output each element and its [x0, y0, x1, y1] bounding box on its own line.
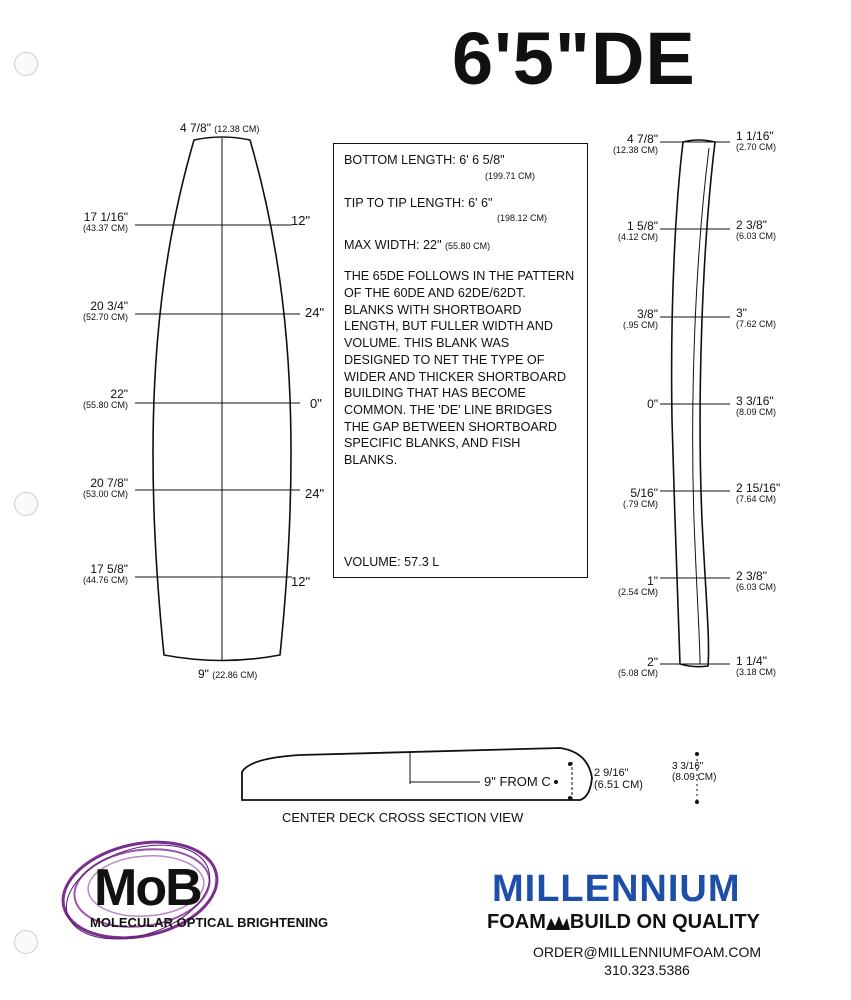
foam-word: FOAM [487, 911, 546, 933]
profile-rocker-label-1: 4 7/8" (12.38 CM) [612, 132, 658, 155]
tip-to-tip-cm: (198.12 CM) [496, 213, 547, 224]
cross-dot-offset [554, 780, 558, 784]
profile-rocker-label-2: 1 5/8" (4.12 CM) [617, 219, 658, 242]
specs-box [333, 143, 588, 578]
profile-thick-label-7: 1 1/4" (3.18 CM) [736, 654, 777, 677]
outline-width-label-5: 17 5/8" (44.76 CM) [82, 562, 128, 585]
description: THE 65DE FOLLOWS IN THE PATTERN OF THE 60DE AND 62DE/62DT. BLANKS WITH SHORTBOARD LENGTH, BUT FULLER WIDTH AND VOLUME. THIS BLANK WAS DESIGNED TO NET THE TYPE OF WIDER AND THICKER SHORTBOARD BUILDING THAT HAS BECOME COMMON. THE 'DE' LINE BRIDGES THE GAP BETWEEN SHORTBOARD SPECIFIC BLANKS, AND FISH BLANKS. [344, 269, 575, 468]
profile-thick-label-1: 1 1/16" (2.70 CM) [736, 129, 777, 152]
outline-width-label-3: 22" (55.80 CM) [82, 387, 128, 410]
outline-station-label-3: 0" [310, 396, 322, 411]
cross-dot-center-bottom [695, 800, 699, 804]
outline-width-label-4: 20 7/8" (53.00 CM) [82, 476, 128, 499]
wave-logo-icon [546, 914, 570, 930]
max-width: MAX WIDTH: 22" (55.80 CM) [344, 238, 491, 253]
outline-width-label-1: 17 1/16" (43.37 CM) [82, 210, 128, 233]
millennium-brand: MILLENNIUM [492, 868, 741, 910]
tip-to-tip-length: TIP TO TIP LENGTH: 6' 6" [344, 195, 493, 210]
cross-center-thickness: 3 3/16" (8.09 CM) [672, 761, 717, 783]
cross-rail-thickness: 2 9/16" (6.51 CM) [594, 767, 643, 791]
bottom-length-cm: (199.71 CM) [484, 170, 535, 181]
profile-thick-label-6: 2 3/8" (6.03 CM) [736, 569, 777, 592]
profile-rocker-label-3: 3/8" (.95 CM) [622, 307, 658, 330]
outline-tail-width: 9" (22.86 CM) [198, 667, 258, 681]
cross-dot-rail-top [568, 762, 572, 766]
profile-rocker-label-5: 5/16" (.79 CM) [622, 486, 658, 509]
outline-station-label-5: 12" [291, 574, 311, 589]
profile-rocker-label-4: 0" [647, 397, 658, 411]
profile-thick-label-5: 2 15/16" (7.64 CM) [736, 481, 781, 504]
cross-section-caption: CENTER DECK CROSS SECTION VIEW [282, 810, 524, 825]
millennium-tagline [487, 912, 760, 932]
cross-offset-label: 9" FROM C [484, 774, 551, 789]
cross-dot-center-top [695, 752, 699, 756]
outline-width-label-2: 20 3/4" (52.70 CM) [82, 299, 128, 322]
outline-station-label-2: 24" [305, 305, 325, 320]
model-title: 6'5"DE [452, 17, 696, 100]
profile-rocker-label-6: 1" (2.54 CM) [617, 574, 658, 597]
bottom-length: BOTTOM LENGTH: 6' 6 5/8" [344, 153, 505, 167]
volume: VOLUME: 57.3 L [344, 555, 440, 570]
slogan: BUILD ON QUALITY [569, 911, 760, 933]
outline-station-label-1: 12" [291, 213, 311, 228]
phone-number: 310.323.5386 [604, 961, 690, 978]
mob-logo-subtitle: MOLECULAR OPTICAL BRIGHTENING [90, 915, 329, 930]
profile-rocker-label-7: 2" (5.08 CM) [617, 655, 658, 678]
order-email: ORDER@MILLENNIUMFOAM.COM [532, 944, 762, 960]
profile-thick-label-3: 3" (7.62 CM) [736, 306, 777, 329]
outline-station-label-4: 24" [305, 486, 325, 501]
contact-info [522, 944, 772, 979]
mob-logo-text: MoB [94, 859, 201, 917]
outline-top-width: 4 7/8" (12.38 CM) [180, 121, 260, 135]
cross-dot-rail-bottom [568, 796, 572, 800]
profile-thick-label-2: 2 3/8" (6.03 CM) [736, 218, 777, 241]
profile-thick-label-4: 3 3/16" (8.09 CM) [736, 394, 777, 417]
